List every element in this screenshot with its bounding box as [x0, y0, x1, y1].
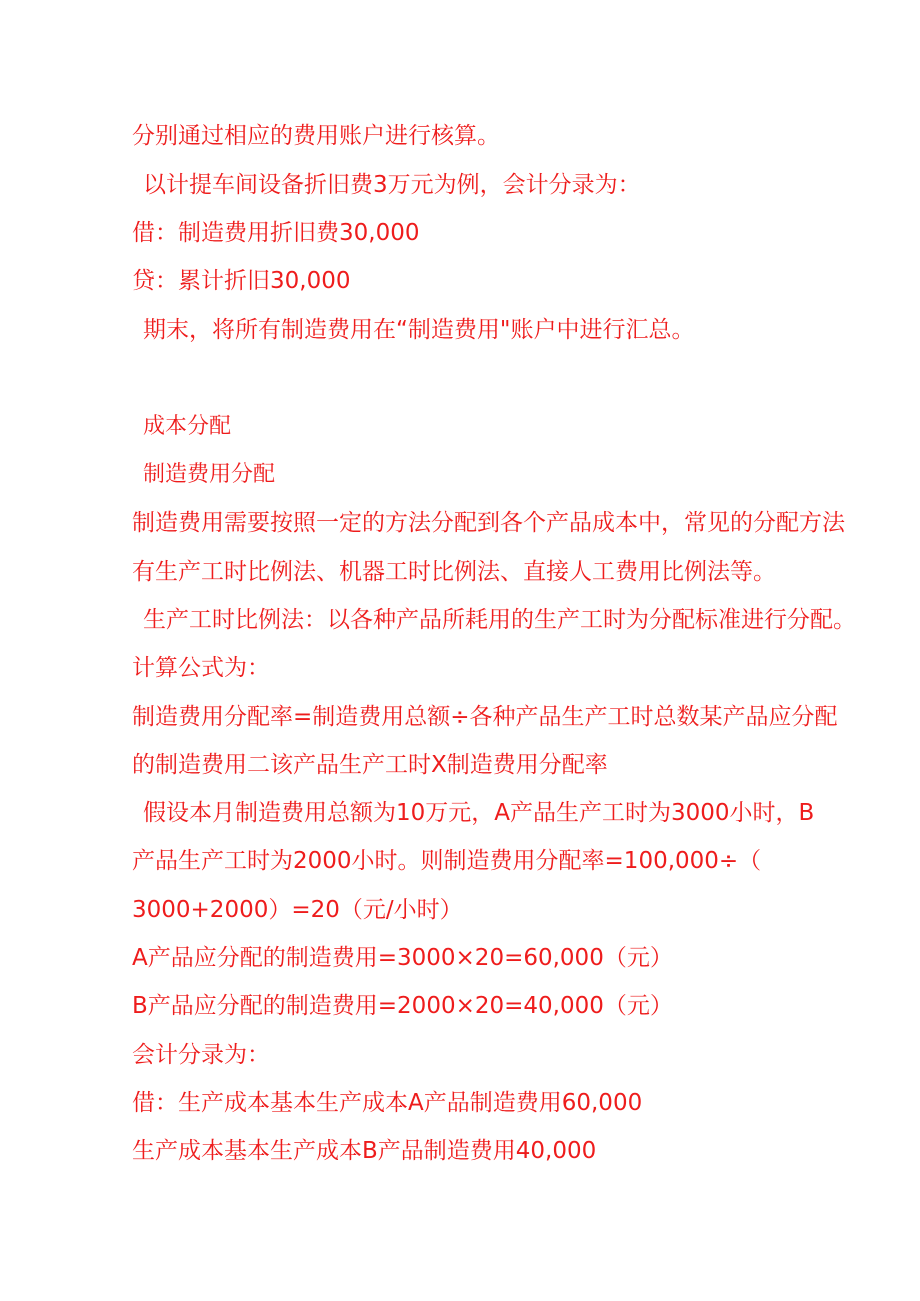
text-line-entry-intro: 会计分录为：	[132, 1042, 270, 1068]
text-line-credit-entry: 贷：累计折旧30,000	[132, 268, 351, 294]
text-line-allocation-method-2: 有生产工时比例法、机器工时比例法、直接人工费用比例法等。	[132, 559, 776, 585]
text-line-period-end: 期末，将所有制造费用在“制造费用"账户中进行汇总。	[143, 317, 695, 343]
text-line-product-a-allocation: A产品应分配的制造费用=3000×20=60,000（元）	[132, 945, 673, 971]
section-heading-cost-allocation: 成本分配	[143, 414, 232, 439]
text-line-example-1: 假设本月制造费用总额为10万元，A产品生产工时为3000小时，B	[143, 800, 815, 826]
text-line-debit-product-b: 生产成本基本生产成本B产品制造费用40,000	[132, 1138, 597, 1164]
text-line-formula-2: 的制造费用二该产品生产工时X制造费用分配率	[132, 752, 608, 778]
text-line-example-3: 3000+2000）=20（元/小时）	[132, 897, 463, 923]
text-line-debit-product-a: 借：生产成本基本生产成本A产品制造费用60,000	[132, 1090, 643, 1116]
text-line-example-intro: 以计提车间设备折旧费3万元为例，会计分录为：	[143, 172, 641, 198]
subsection-heading-overhead-allocation: 制造费用分配	[143, 462, 276, 487]
text-line-allocation-method-1: 制造费用需要按照一定的方法分配到各个产品成本中，常见的分配方法	[132, 510, 845, 536]
text-line-product-b-allocation: B产品应分配的制造费用=2000×20=40,000（元）	[132, 993, 673, 1019]
text-line-accounting-note: 分别通过相应的费用账户进行核算。	[132, 123, 500, 149]
text-line-formula-1: 制造费用分配率=制造费用总额÷各种产品生产工时总数某产品应分配	[132, 704, 838, 730]
text-line-debit-entry: 借：制造费用折旧费30,000	[132, 220, 420, 246]
text-line-formula-intro: 计算公式为：	[132, 655, 270, 681]
text-line-example-2: 产品生产工时为2000小时。则制造费用分配率=100,000÷（	[132, 848, 762, 874]
text-line-labor-hour-method: 生产工时比例法：以各种产品所耗用的生产工时为分配标准进行分配。	[143, 607, 856, 633]
